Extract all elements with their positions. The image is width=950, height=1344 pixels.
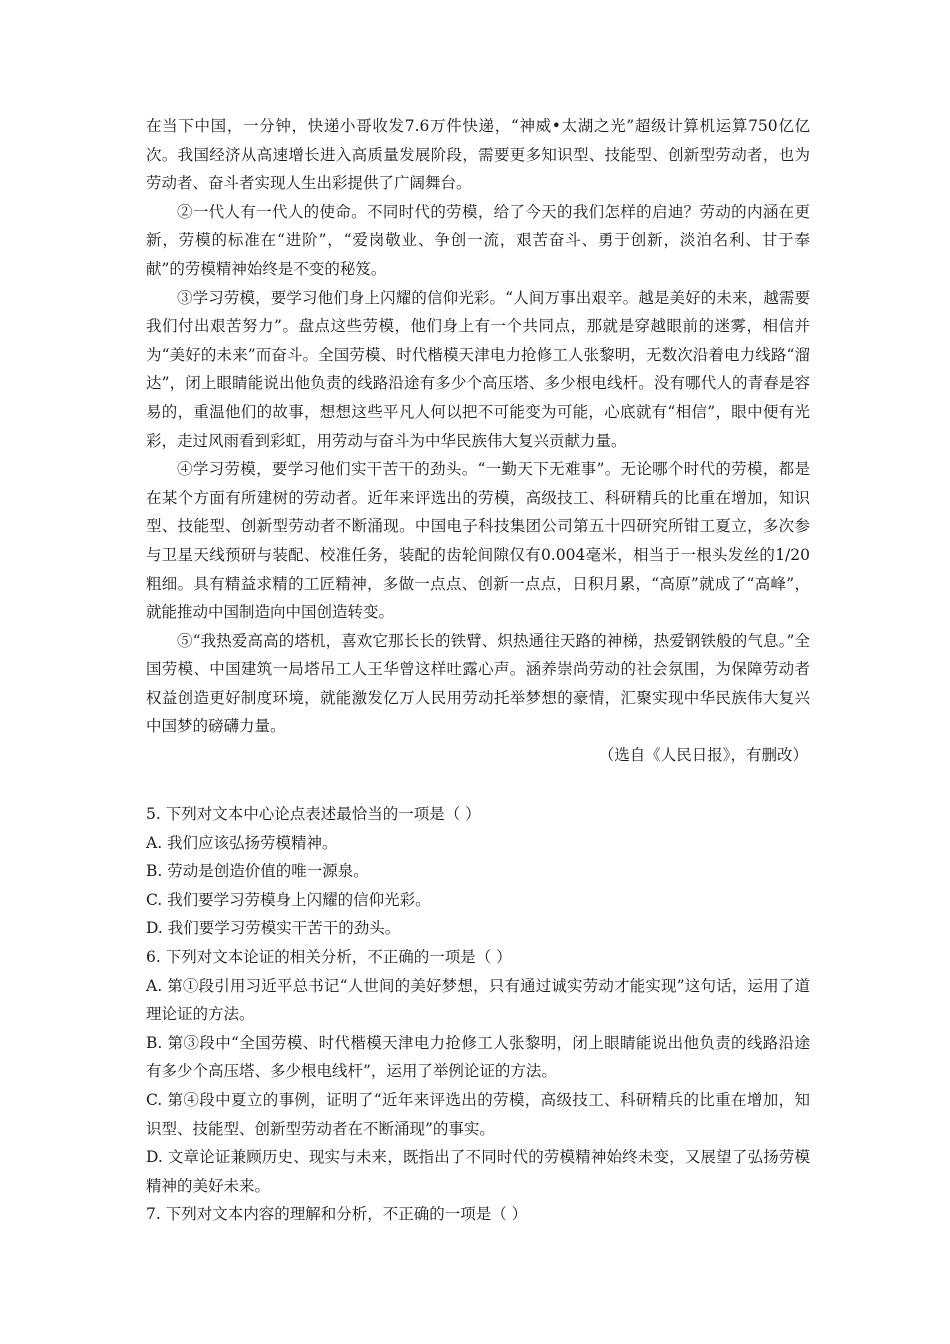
question-5-option-d: D. 我们要学习劳模实干苦干的劲头。 [146,919,401,938]
question-7-stem: 7. 下列对文本内容的理解和分析，不正确的一项是（ ） [146,1205,528,1224]
question-5-stem: 5. 下列对文本中心论点表述最恰当的一项是（ ） [146,805,481,823]
question-6-option-b: B. 第③段中“全国劳模、时代楷模天津电力抢修工人张黎明，闭上眼睛能说出他负责的线路沿途有多少个高压塔、多少根电线杆”，运用了举例论证的方法。 [146,1033,810,1081]
reading-passage [146,112,810,770]
question-5-option-c: C. 我们要学习劳模身上闪耀的信仰光彩。 [146,890,431,909]
passage-paragraph-5: ⑤“我热爱高高的塔机，喜欢它那长长的铁臂、炽热通往天路的神梯，热爱钢铁般的气息。”全国劳模、中国建筑一局塔吊工人王华曾这样吐露心声。涵养崇尚劳动的社会氛围，为保障劳动者权益创造更好制度环境，就能激发亿万人民用劳动托举梦想的豪情，汇聚实现中华民族伟大复兴中国梦的磅礴力量。 [146,631,810,736]
question-6-stem: 6. 下列对文本论证的相关分析，不正确的一项是（ ） [146,947,512,966]
question-6-option-c: C. 第④段中夏立的事例，证明了“近年来评选出的劳模，高级技工、科研精兵的比重在增加，知识型、技能型、创新型劳动者在不断涌现”的事实。 [146,1090,810,1138]
passage-paragraph-3: ③学习劳模，要学习他们身上闪耀的信仰光彩。“人间万事出艰辛。越是美好的未来，越需要我们付出艰苦努力”。盘点这些劳模，他们身上有一个共同点，那就是穿越眼前的迷雾，相信并为“美好的未来”而奋斗。全国劳模、时代楷模天津电力抢修工人张黎明，无数次沿着电力线路“溜达”，闭上眼睛能说出他负责的线路沿途有多少个高压塔、多少根电线杆。没有哪代人的青春是容易的，重温他们的故事，想想这些平凡人何以把不可能变为可能，心底就有“相信”，眼中便有光彩，走过风雨看到彩虹，用劳动与奋斗为中华民族伟大复兴贡献力量。 [146,288,810,450]
passage-paragraph-2: ②一代人有一代人的使命。不同时代的劳模，给了今天的我们怎样的启迪？劳动的内涵在更新，劳模的标准在“进阶”，“爱岗敬业、争创一流，艰苦奋斗、勇于创新，淡泊名利、甘于奉献”的劳模精神始终是不变的秘笈。 [146,202,810,278]
passage-paragraph-4: ④学习劳模，要学习他们实干苦干的劲头。“一勤天下无难事”。无论哪个时代的劳模，都是在某个方面有所建树的劳动者。近年来评选出的劳模，高级技工、科研精兵的比重在增加，知识型、技能型、创新型劳动者不断涌现。中国电子科技集团公司第五十四研究所钳工夏立，多次参与卫星天线预研与装配、校准任务，装配的齿轮间隙仅有0.004毫米，相当于一根头发丝的1/20粗细。具有精益求精的工匠精神，多做一点点、创新一点点，日积月累，“高原”就成了“高峰”，就能推动中国制造向中国创造转变。 [146,460,810,622]
question-7 [146,1200,810,1229]
question-6-option-d: D. 文章论证兼顾历史、现实与未来，既指出了不同时代的劳模精神始终未变，又展望了弘扬劳模精神的美好未来。 [146,1148,810,1195]
passage-paragraph-1-continued: 在当下中国，一分钟，快递小哥收发7.6万件快递，“神威•太湖之光”超级计算机运算750亿亿次。我国经济从高速增长进入高质量发展阶段，需要更多知识型、技能型、创新型劳动者，也为劳动者、奋斗者实现人生出彩提供了广阔舞台。 [146,117,810,193]
question-list [146,800,810,1229]
passage-source: （选自《人民日报》，有删改） [598,746,808,765]
question-5 [146,800,810,943]
question-5-option-b: B. 劳动是创造价值的唯一源泉。 [146,862,369,881]
question-6-option-a: A. 第①段引用习近平总书记“人世间的美好梦想，只有通过诚实劳动才能实现”这句话，运用了道理论证的方法。 [146,976,810,1024]
question-5-option-a: A. 我们应该弘扬劳模精神。 [146,833,338,852]
question-6 [146,943,810,1200]
